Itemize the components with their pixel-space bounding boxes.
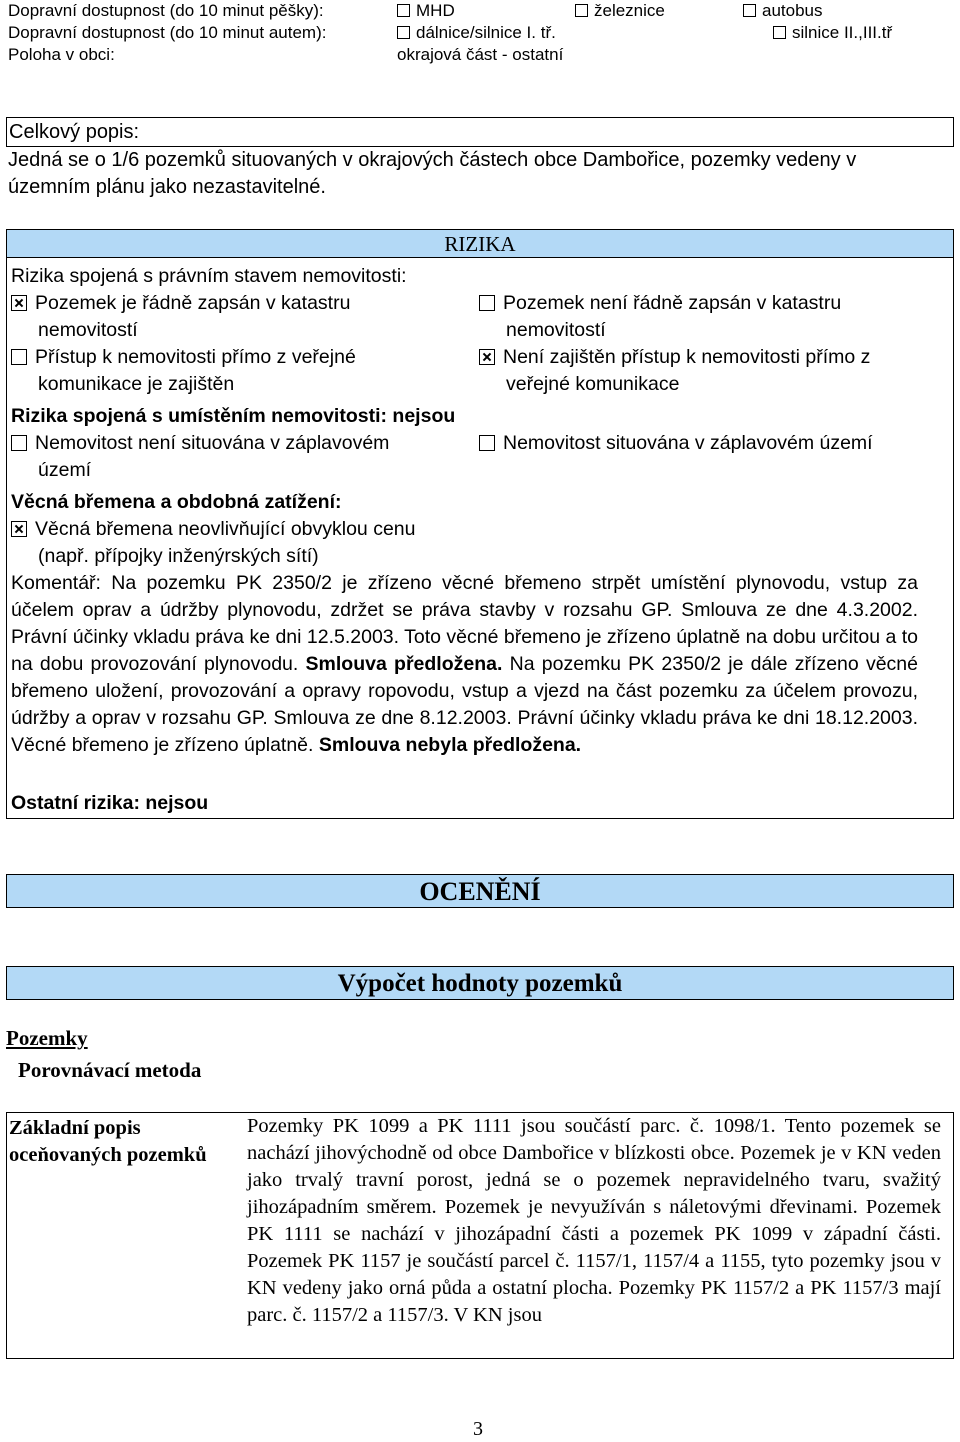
risks-section	[6, 229, 954, 819]
burden-comment	[11, 570, 918, 759]
basic-description-label-b: oceňovaných pozemků	[9, 1144, 207, 1166]
checked-checkbox-icon[interactable]	[479, 349, 495, 365]
option-autobus[interactable]	[743, 0, 823, 22]
option-autobus-label: autobus	[762, 1, 823, 20]
lands-heading: Pozemky	[6, 1026, 88, 1050]
general-description-title-box	[6, 117, 954, 147]
option-dalnice[interactable]	[397, 22, 556, 44]
general-description-title: Celkový popis:	[9, 121, 140, 143]
legal-left-2-a: Přístup k nemovitosti přímo z veřejné	[35, 346, 356, 368]
comment-bold-2: Smlouva nebyla předložena.	[318, 734, 582, 756]
option-silnice-label: silnice II.,III.tř	[792, 23, 893, 42]
checkbox-icon[interactable]	[743, 4, 756, 17]
legal-right-2[interactable]	[479, 344, 870, 371]
checked-checkbox-icon[interactable]	[11, 521, 27, 537]
legal-right-2-a: Není zajištěn přístup k nemovitosti přímo z	[503, 346, 871, 368]
option-silnice[interactable]	[773, 22, 892, 44]
legal-left-2-b: komunikace je zajištěn	[38, 373, 235, 395]
basic-description-text: Pozemky PK 1099 a PK 1111 jsou součástí parc. č. 1098/1. Tento pozemek se nachází jihovýchodně od obce Dambořice v blízkosti obce. Pozemek je v KN veden jako trvalý travní porost, jedná se o pozemek nepravidelného tvaru, svažitý jihozápadním směrem. Pozemek je nevyužíván s náletovými dřevinami. Pozemek PK 1111 se nachází v jihozápadní části a pozemek PK 1099 v západní části. Pozemek PK 1157 je součástí parcel č. 1157/1, 1157/4 a 1155, tyto pozemky jsou v KN vedeny jako orná půda a ostatní plocha. Pozemky PK 1157/2 a PK 1157/3 mají parc. č. 1157/2 a 1157/3. V KN jsou	[247, 1115, 941, 1326]
comparison-method: Porovnávací metoda	[18, 1058, 202, 1082]
flood-right[interactable]	[479, 430, 873, 457]
flood-right-label: Nemovitost situována v záplavovém území	[503, 432, 873, 454]
legal-right-1-a: Pozemek není řádně zapsán v katastru	[503, 292, 842, 314]
transport-walk-label: Dopravní dostupnost (do 10 minut pěšky):	[8, 1, 324, 20]
flood-left-a: Nemovitost není situována v záplavovém	[35, 432, 390, 454]
option-dalnice-label: dálnice/silnice I. tř.	[416, 23, 556, 42]
page-number: 3	[473, 1418, 483, 1440]
option-zeleznice-label: železnice	[594, 1, 665, 20]
location-value: okrajová část - ostatní	[397, 45, 564, 64]
risks-title: RIZIKA	[7, 230, 953, 258]
transport-car-label: Dopravní dostupnost (do 10 minut autem):	[8, 23, 327, 42]
burden-item[interactable]	[11, 516, 415, 543]
burden-item-a: Věcná břemena neovlivňující obvyklou cenu	[35, 518, 416, 540]
basic-description-label-a: Základní popis	[9, 1117, 141, 1139]
other-risks: Ostatní rizika: nejsou	[11, 792, 209, 814]
basic-description-table	[6, 1112, 954, 1359]
checkbox-icon[interactable]	[479, 295, 495, 311]
comment-bold-1: Smlouva předložena.	[305, 653, 503, 675]
legal-right-1[interactable]	[479, 290, 841, 317]
legal-left-2[interactable]	[11, 344, 356, 371]
flood-left[interactable]	[11, 430, 389, 457]
flood-left-b: území	[38, 459, 92, 481]
option-mhd-label: MHD	[416, 1, 455, 20]
legal-left-1-a: Pozemek je řádně zapsán v katastru	[35, 292, 351, 314]
checkbox-icon[interactable]	[11, 435, 27, 451]
general-description-text: Jedná se o 1/6 pozemků situovaných v okrajových částech obce Dambořice, pozemky vedeny v územním plánu jako nezastavitelné.	[8, 149, 857, 198]
checkbox-icon[interactable]	[11, 349, 27, 365]
option-zeleznice[interactable]	[575, 0, 665, 22]
location-risks-heading: Rizika spojená s umístěním nemovitosti: nejsou	[11, 405, 456, 427]
legal-right-2-b: veřejné komunikace	[506, 373, 680, 395]
checkbox-icon[interactable]	[397, 26, 410, 39]
location-label: Poloha v obci:	[8, 45, 115, 64]
checkbox-icon[interactable]	[479, 435, 495, 451]
legal-left-1[interactable]	[11, 290, 350, 317]
burden-heading: Věcná břemena a obdobná zatížení:	[11, 491, 342, 513]
legal-left-1-b: nemovitostí	[38, 319, 138, 341]
land-calc-title: Výpočet hodnoty pozemků	[6, 966, 954, 1000]
checkbox-icon[interactable]	[575, 4, 588, 17]
legal-right-1-b: nemovitostí	[506, 319, 606, 341]
legal-risks-heading: Rizika spojená s právním stavem nemovitosti:	[11, 265, 407, 287]
option-mhd[interactable]	[397, 0, 455, 22]
comment-part-1: Komentář: Na pozemku PK 2350/2 je zřízeno věcné břemeno strpět umístění plynovodu, vstup za účelem oprav a údržby plynovodu, zdržet se práva stavby v rozsahu GP. Smlouva ze dne 4.3.2002. Právní účinky vkladu práva ke dni 12.5.2003. Toto věcné břemeno je zřízeno úplatně na dobu určitou a to na dobu provozování plynovodu.	[11, 572, 918, 675]
valuation-title: OCENĚNÍ	[6, 874, 954, 908]
checked-checkbox-icon[interactable]	[11, 295, 27, 311]
checkbox-icon[interactable]	[773, 26, 786, 39]
comment-part-2: Na pozemku PK 2350/2 je dále zřízeno věcné břemeno uložení, provozování a opravy ropovodu, vstup a vjezd na část pozemku za účelem provozu, údržby a oprav v rozsahu GP. Smlouva ze dne 8.12.2003. Právní účinky vkladu práva ke dni 18.12.2003. Věcné břemeno je zřízeno úplatně.	[11, 653, 918, 756]
burden-item-b: (např. přípojky inženýrských sítí)	[38, 545, 319, 567]
checkbox-icon[interactable]	[397, 4, 410, 17]
